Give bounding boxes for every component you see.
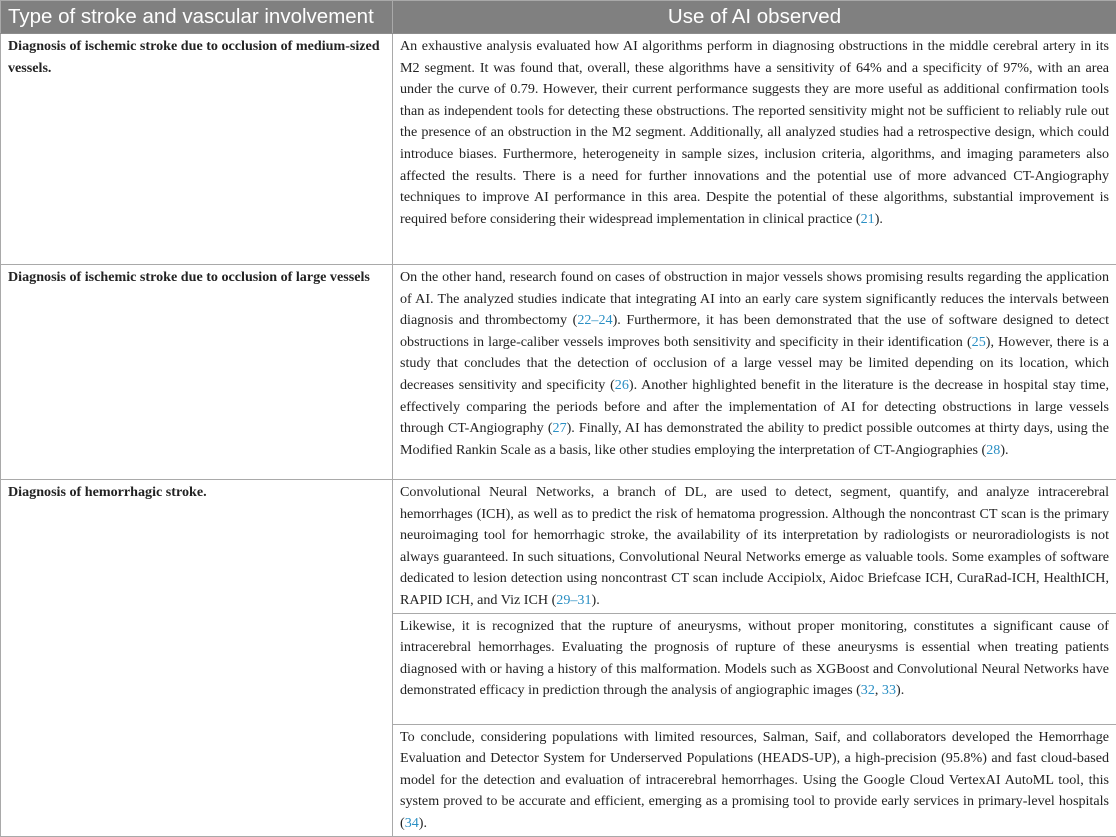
stroke-type-cell: Diagnosis of ischemic stroke due to occlusion of medium-sized vessels. [1, 34, 393, 265]
ai-use-text: Convolutional Neural Networks, a branch of DL, are used to detect, segment, quantify, and analyze intracerebral hemorrhages (ICH), as well as to predict the risk of hematoma progression. Although the noncontrast CT scan is the primary neuroimaging tool for hemorrhagic stroke, the availability of its interpretation by radiologists or neuroradiologists is not always guaranteed. In such situations, Convolutional Neural Networks emerge as valuable tools. Some examples of software dedicated to lesion detection using noncontrast CT scan include Accipiolx, Aidoc Briefcase ICH, CuraRad-ICH, HealthICH, RAPID ICH, and Viz ICH ( [400, 484, 1109, 608]
text-end: ). [592, 592, 600, 608]
header-ai-use: Use of AI observed [393, 1, 1116, 34]
ai-use-text: ). Finally, AI has demonstrated the ability to predict possible outcomes at thirty days, using the Modified Rankin Scale as a basis, like other studies employing the interpretation of CT-Angiographies ( [400, 420, 1109, 458]
ai-use-text: ). Furthermore, it has been demonstrated that the use of software designed to detect obstructions in large-caliber vessels improves both sensitivity and specificity in their identification ( [400, 312, 1109, 350]
ai-use-text: An exhaustive analysis evaluated how AI algorithms perform in diagnosing obstructions in the middle cerebral artery in its M2 segment. It was found that, overall, these algorithms have a sensitivity of 64% and a specificity of 97%, with an area under the curve of 0.79. However, their current performance suggests they are more useful as additional confirmation tools than as independent tools for detecting these obstructions. The reported sensitivity might not be sufficient to reliably rule out the presence of an obstruction in the M2 segment. Additionally, all analyzed studies had a retrospective design, which could introduce biases. Furthermore, heterogeneity in sample sizes, inclusion criteria, algorithms, and imaging parameters also affected the results. There is a need for further innovations and the potential use of more advanced CT-Angiography techniques to improve AI performance in this area. Despite the potential of these algorithms, substantial improvement is required before considering their widespread implementation in clinical practice ( [400, 38, 1109, 227]
reference-link[interactable]: 26 [615, 377, 629, 393]
ai-use-text: ). Another highlighted benefit in the literature is the decrease in hospital stay time, effectively comparing the periods before and after the implementation of AI for detecting obstructions in large vessels through CT-Angiography ( [400, 377, 1109, 436]
ai-use-text: ), However, there is a study that concludes that the detection of occlusion of a large vessel may be limited depending on its location, which decreases sensitivity and specificity ( [400, 334, 1109, 393]
text-end: ). [419, 815, 427, 831]
ai-use-cell [393, 724, 1116, 836]
ai-use-text: To conclude, considering populations with limited resources, Salman, Saif, and collaborators developed the Hemorrhage Evaluation and Detector System for Underserved Populations (HEADS-UP), a high-precision (95.8%) and fast cloud-based model for the detection and evaluation of intracerebral hemorrhages. Using the Google Cloud VertexAI AutoML tool, this system proved to be accurate and efficient, emerging as a promising tool to provide early services in primary-level hospitals ( [400, 729, 1109, 831]
reference-link[interactable]: 29–31 [556, 592, 591, 608]
ai-use-text: Likewise, it is recognized that the rupture of aneurysms, without proper monitoring, constitutes a significant cause of intracerebral hemorrhages. Evaluating the prognosis of rupture of these aneurysms is essential when treating patients diagnosed with or having a history of this malformation. Models such as XGBoost and Convolutional Neural Networks have demonstrated efficacy in prediction through the analysis of angiographic images ( [400, 618, 1109, 699]
header-type: Type of stroke and vascular involvement [1, 1, 393, 34]
ref-separator: , [875, 682, 882, 698]
table-row [1, 34, 1116, 265]
reference-link[interactable]: 33 [882, 682, 896, 698]
stroke-type-cell: Diagnosis of ischemic stroke due to occlusion of large vessels [1, 265, 393, 480]
table-row [1, 480, 1116, 614]
reference-link[interactable]: 25 [972, 334, 986, 350]
text-end: ). [896, 682, 904, 698]
reference-link[interactable]: 22–24 [577, 312, 612, 328]
ai-use-cell [393, 613, 1116, 724]
text-end: ). [1000, 442, 1008, 458]
ai-use-cell [393, 265, 1116, 480]
reference-link[interactable]: 34 [405, 815, 419, 831]
ai-use-cell [393, 34, 1116, 265]
text-end: ). [875, 211, 883, 227]
ai-use-text: On the other hand, research found on cases of obstruction in major vessels shows promising results regarding the application of AI. The analyzed studies indicate that integrating AI into an early care system significantly reduces the intervals between diagnosis and thrombectomy ( [400, 269, 1109, 328]
header-row [1, 1, 1116, 34]
reference-link[interactable]: 28 [986, 442, 1000, 458]
reference-link[interactable]: 27 [553, 420, 567, 436]
table-row [1, 265, 1116, 480]
stroke-type-cell: Diagnosis of hemorrhagic stroke. [1, 480, 393, 837]
ai-use-cell [393, 480, 1116, 614]
reference-link[interactable]: 21 [861, 211, 875, 227]
reference-link[interactable]: 32 [861, 682, 875, 698]
